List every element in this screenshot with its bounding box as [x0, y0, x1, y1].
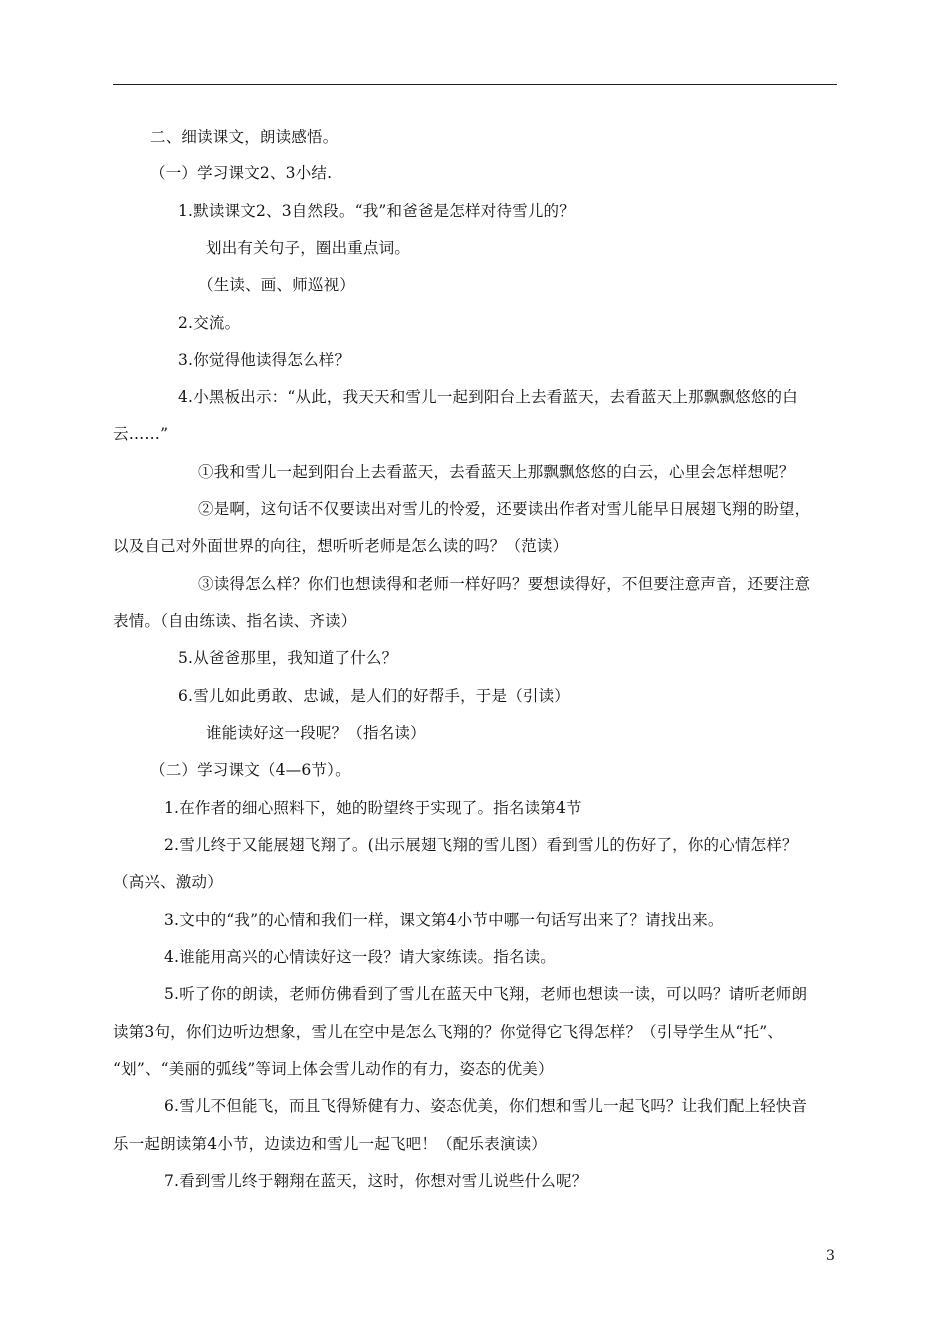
- paragraph-line: ③读得怎么样？你们也想读得和老师一样好吗？要想读得好，不但要注意声音，还要注意: [198, 575, 811, 593]
- paragraph-line: 4.谁能用高兴的心情读好这一段？请大家练读。指名读。: [164, 948, 556, 966]
- paragraph-line: 3.你觉得他读得怎么样？: [178, 351, 351, 369]
- paragraph-line: 3.文中的“我”的心情和我们一样，课文第4小节中哪一句话写出来了？请找出来。: [164, 911, 724, 929]
- paragraph-line: 读第3句，你们边听边想象，雪儿在空中是怎么飞翔的？你觉得它飞得怎样？（引导学生从“托”、: [113, 1023, 784, 1041]
- paragraph-line: 5.从爸爸那里，我知道了什么？: [178, 649, 398, 667]
- paragraph-line: 云……”: [113, 425, 169, 443]
- subsection-heading: （一）学习课文2、3小结.: [150, 164, 333, 182]
- paragraph-line: 乐一起朗读第4小节，边读边和雪儿一起飞吧！（配乐表演读）: [113, 1135, 547, 1153]
- paragraph-line: 6.雪儿如此勇敢、忠诚，是人们的好帮手，于是（引读）: [178, 687, 570, 705]
- paragraph-line: ②是啊，这句话不仅要读出对雪儿的怜爱，还要读出作者对雪儿能早日展翅飞翔的盼望，: [198, 500, 811, 518]
- subsection-heading: （二）学习课文（4—6节）。: [150, 761, 351, 779]
- paragraph-line: 划出有关句子，圈出重点词。: [206, 239, 411, 257]
- paragraph-line: （生读、画、师巡视）: [198, 276, 356, 294]
- paragraph-line: 2.交流。: [178, 314, 241, 332]
- paragraph-line: 表情。（自由练读、指名读、齐读）: [113, 612, 357, 630]
- paragraph-line: 6.雪儿不但能飞，而且飞得矫健有力、姿态优美，你们想和雪儿一起飞吗？让我们配上轻快音: [164, 1097, 808, 1115]
- header-rule: [113, 84, 837, 85]
- paragraph-line: 谁能读好这一段呢？（指名读）: [206, 724, 426, 742]
- paragraph-line: 2.雪儿终于又能展翅飞翔了。(出示展翅飞翔的雪儿图）看到雪儿的伤好了，你的心情怎样？: [164, 836, 798, 854]
- paragraph-line: 1.默读课文2、3自然段。“我”和爸爸是怎样对待雪儿的？: [178, 202, 575, 220]
- paragraph-line: 7.看到雪儿终于翱翔在蓝天，这时，你想对雪儿说些什么呢？: [164, 1172, 588, 1190]
- paragraph-line: ①我和雪儿一起到阳台上去看蓝天，去看蓝天上那飘飘悠悠的白云，心里会怎样想呢？: [198, 463, 795, 481]
- page-number: 3: [826, 1248, 835, 1264]
- paragraph-line: 以及自己对外面世界的向往，想听听老师是怎么读的吗？（范读）: [113, 537, 569, 555]
- paragraph-line: 4.小黑板出示：“从此，我天天和雪儿一起到阳台上去看蓝天，去看蓝天上那飘飘悠悠的白: [178, 388, 798, 406]
- section-heading: 二、细读课文，朗读感悟。: [150, 128, 339, 146]
- paragraph-line: 1.在作者的细心照料下，她的盼望终于实现了。指名读第4节: [164, 799, 582, 817]
- paragraph-line: “划”、“美丽的弧线”等词上体会雪儿动作的有力，姿态的优美）: [113, 1060, 554, 1078]
- paragraph-line: 5.听了你的朗读，老师仿佛看到了雪儿在蓝天中飞翔，老师也想读一读，可以吗？请听老师朗: [164, 985, 808, 1003]
- paragraph-line: （高兴、激动）: [113, 873, 223, 891]
